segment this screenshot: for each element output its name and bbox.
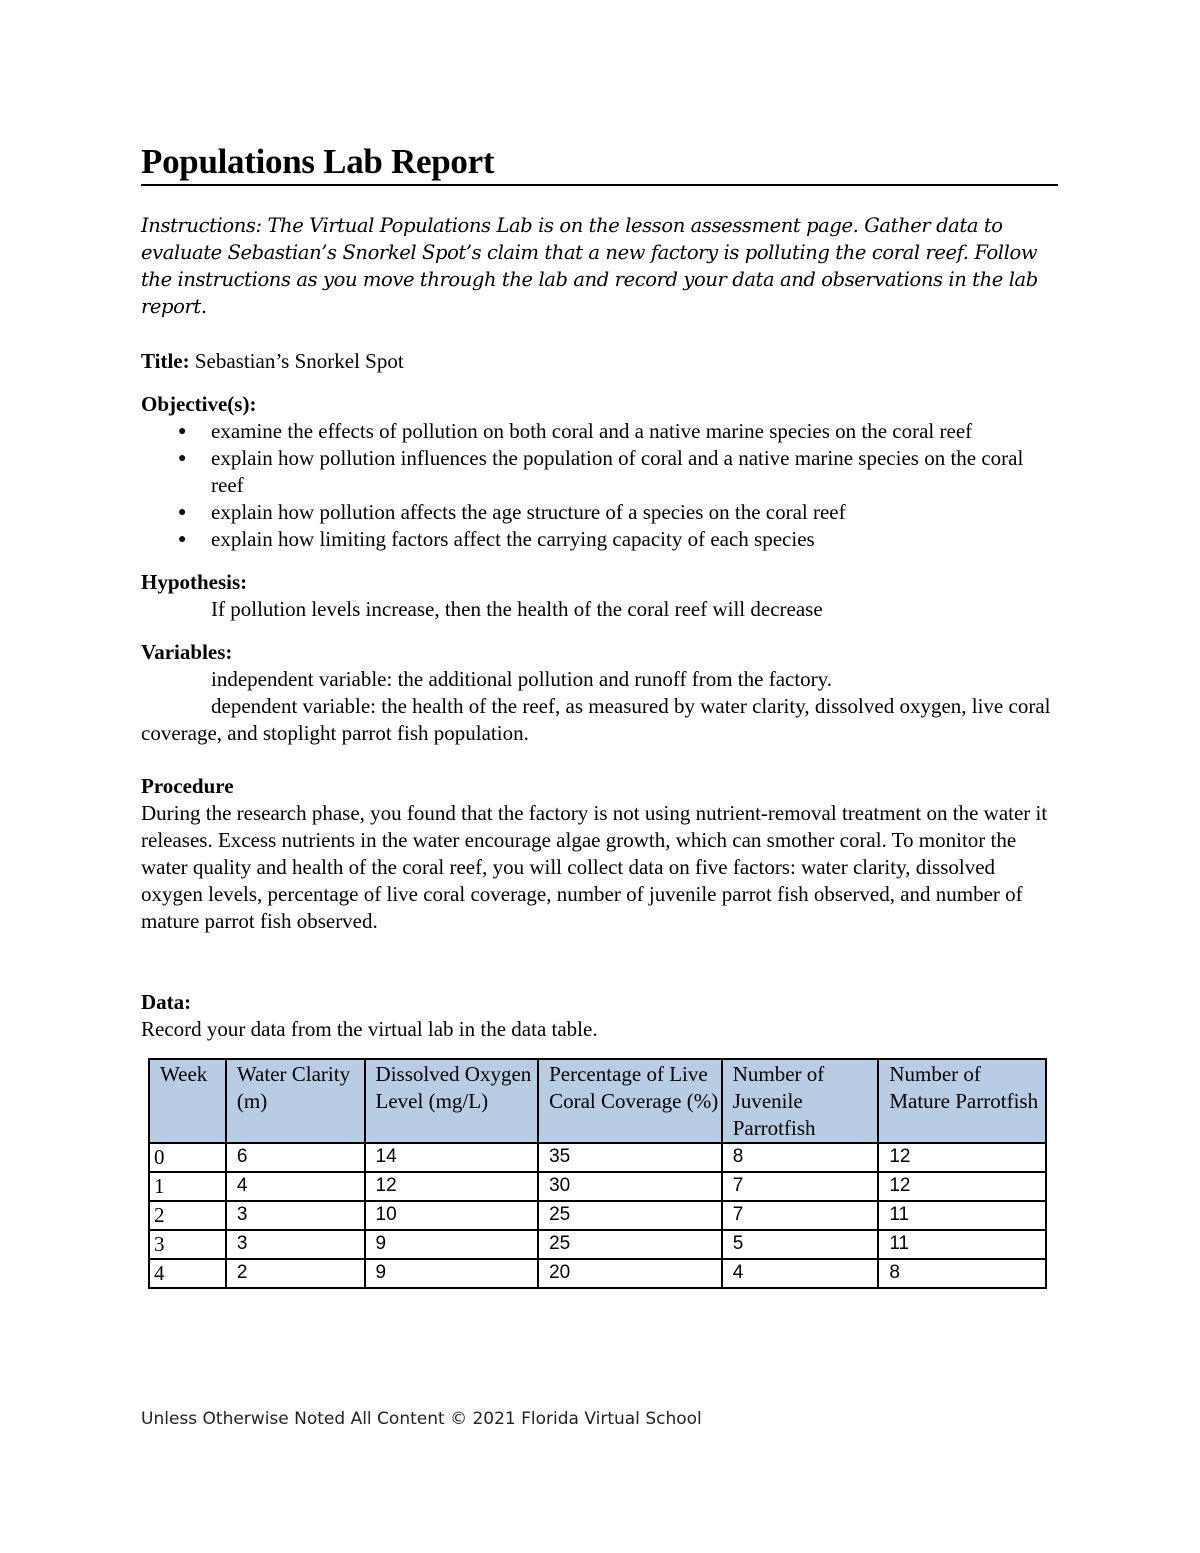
document-page — [141, 140, 1058, 1289]
table-cell: 9 — [365, 1259, 539, 1288]
table-cell: 3 — [226, 1230, 365, 1259]
column-header-live-coral: Percentage of Live Coral Coverage (%) — [538, 1059, 722, 1143]
table-cell: 11 — [878, 1201, 1046, 1230]
title-value: Sebastian’s Snorkel Spot — [194, 349, 404, 373]
column-header-mature-parrotfish: Number of Mature Parrotfish — [878, 1059, 1046, 1143]
objectives-label: Objective(s): — [141, 392, 257, 416]
report-title-line — [141, 348, 1058, 375]
dependent-variable-text: dependent variable: the health of the reef, as measured by water clarity, dissolved oxygen, live coral coverage, and stoplight parrot fish population. — [141, 694, 1051, 745]
variables-label: Variables: — [141, 640, 233, 664]
table-row — [149, 1143, 1046, 1172]
table-cell: 35 — [538, 1143, 722, 1172]
table-cell: 12 — [878, 1143, 1046, 1172]
table-cell: 8 — [878, 1259, 1046, 1288]
objective-text: explain how limiting factors affect the carrying capacity of each species — [211, 527, 815, 551]
table-cell: 12 — [878, 1172, 1046, 1201]
table-header-row — [149, 1059, 1046, 1143]
objective-text: examine the effects of pollution on both coral and a native marine species on the coral reef — [211, 419, 973, 443]
variables-section — [141, 639, 1058, 747]
hypothesis-section — [141, 569, 1058, 623]
data-section — [141, 989, 1058, 1289]
data-table — [148, 1058, 1047, 1289]
procedure-section — [141, 773, 1058, 935]
table-cell: 0 — [149, 1143, 226, 1172]
data-intro-text: Record your data from the virtual lab in the data table. — [141, 1017, 598, 1041]
bullet-icon: ● — [178, 424, 187, 439]
table-cell: 9 — [365, 1230, 539, 1259]
table-cell: 14 — [365, 1143, 539, 1172]
table-cell: 20 — [538, 1259, 722, 1288]
table-cell: 8 — [722, 1143, 879, 1172]
table-cell: 10 — [365, 1201, 539, 1230]
column-header-dissolved-oxygen: Dissolved Oxygen Level (mg/L) — [365, 1059, 539, 1143]
table-row — [149, 1172, 1046, 1201]
table-cell: 4 — [149, 1259, 226, 1288]
table-cell: 25 — [538, 1201, 722, 1230]
data-label: Data: — [141, 990, 192, 1014]
table-row — [149, 1201, 1046, 1230]
list-item — [141, 445, 1058, 499]
procedure-text: During the research phase, you found that the factory is not using nutrient-removal treatment on the water it releases. Excess nutrients in the water encourage algae growth, which can smother coral. To monitor the water quality and health of the coral reef, you will collect data on five factors: water clarity, dissolved oxygen levels, percentage of live coral coverage, number of juvenile parrot fish observed, and number of mature parrot fish observed. — [141, 801, 1048, 933]
list-item — [141, 499, 1058, 526]
table-cell: 6 — [226, 1143, 365, 1172]
list-item — [141, 526, 1058, 553]
table-cell: 5 — [722, 1230, 879, 1259]
table-cell: 3 — [149, 1230, 226, 1259]
instructions-text: Instructions: The Virtual Populations Lab is on the lesson assessment page. Gather data to evaluate Sebastian’s Snorkel Spot’s claim that a new factory is polluting the coral reef. Follow the instructions as you move through the lab and record your data and observations in the lab report. — [141, 214, 1038, 318]
title-label: Title: — [141, 349, 190, 373]
table-cell: 1 — [149, 1172, 226, 1201]
table-cell: 2 — [226, 1259, 365, 1288]
bullet-icon: ● — [178, 505, 187, 520]
column-header-water-clarity: Water Clarity (m) — [226, 1059, 365, 1143]
table-row — [149, 1230, 1046, 1259]
table-cell: 30 — [538, 1172, 722, 1201]
table-cell: 4 — [722, 1259, 879, 1288]
column-header-week: Week — [149, 1059, 226, 1143]
page-footer: Unless Otherwise Noted All Content © 2021 Florida Virtual School — [141, 1409, 702, 1429]
table-cell: 3 — [226, 1201, 365, 1230]
table-cell: 4 — [226, 1172, 365, 1201]
list-item — [141, 418, 1058, 445]
page-title: Populations Lab Report — [141, 140, 1058, 186]
independent-variable-text: independent variable: the additional pollution and runoff from the factory. — [211, 667, 833, 691]
column-header-juvenile-parrotfish: Number of Juvenile Parrotfish — [722, 1059, 879, 1143]
bullet-icon: ● — [178, 532, 187, 547]
bullet-icon: ● — [178, 451, 187, 466]
table-cell: 7 — [722, 1172, 879, 1201]
table-cell: 12 — [365, 1172, 539, 1201]
hypothesis-text: If pollution levels increase, then the health of the coral reef will decrease — [211, 597, 823, 621]
table-cell: 2 — [149, 1201, 226, 1230]
objectives-list — [141, 418, 1058, 553]
table-cell: 25 — [538, 1230, 722, 1259]
objective-text: explain how pollution affects the age structure of a species on the coral reef — [211, 500, 846, 524]
procedure-label: Procedure — [141, 774, 234, 798]
table-cell: 7 — [722, 1201, 879, 1230]
objective-text: explain how pollution influences the population of coral and a native marine species on the coral reef — [211, 446, 1024, 497]
table-cell: 11 — [878, 1230, 1046, 1259]
table-row — [149, 1259, 1046, 1288]
objectives-section — [141, 391, 1058, 553]
hypothesis-label: Hypothesis: — [141, 570, 248, 594]
